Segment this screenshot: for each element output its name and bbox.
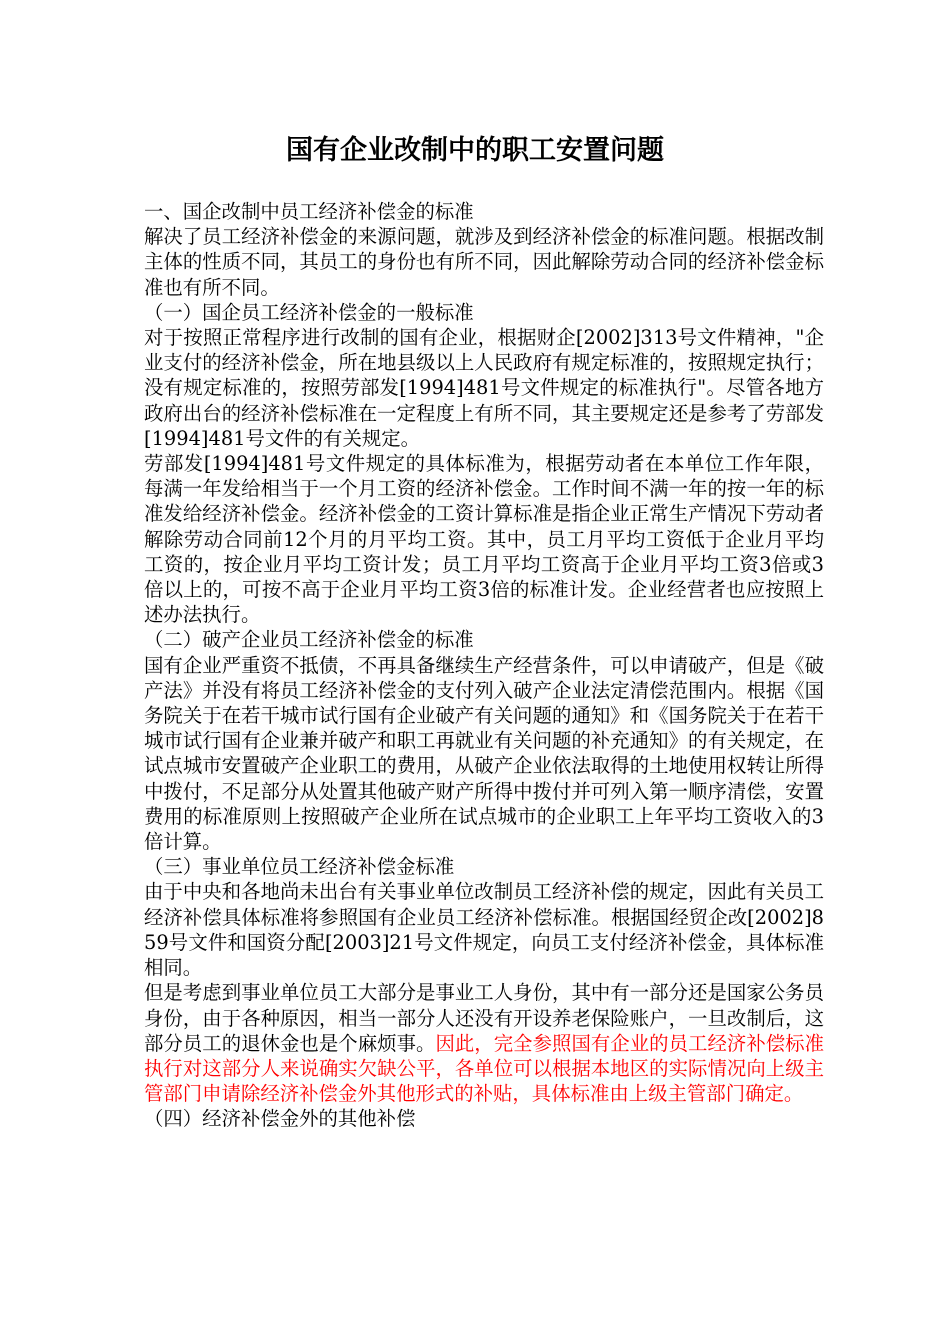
section-1-intro: 解决了员工经济补偿金的来源问题，就涉及到经济补偿金的标准问题。根据改制主体的性质不同，其员工的身份也有所不同，因此解除劳动合同的经济补偿金标准也有所不同。 xyxy=(144,225,824,299)
subsection-3-paragraph-2-text: 但是考虑到事业单位员工大部分是事业工人身份，其中有一部分还是国家公务员身份，由于各种原因，相当一部分人还没有开设养老保险账户，一旦改制后，这部分员工的退休金也是个麻烦事。 xyxy=(144,981,824,1055)
subsection-heading-2: （二）破产企业员工经济补偿金的标准 xyxy=(144,628,474,652)
subsection-heading-3: （三）事业单位员工经济补偿金标准 xyxy=(144,855,455,879)
document-title: 国有企业改制中的职工安置问题 xyxy=(286,135,664,166)
highlighted-text: 因此，完全参照国有企业的员工经济补偿标准执行对这部分人来说确实欠缺公平，各单位可以根据本地区的实际情况向上级主管部门申请除经济补偿金外其他形式的补贴，具体标准由上级主管部门确定。 xyxy=(144,1031,825,1106)
document-body xyxy=(144,199,824,1132)
subsection-2-paragraph-1: 国有企业严重资不抵债，不再具备继续生产经营条件，可以申请破产，但是《破产法》并没有将员工经济补偿金的支付列入破产企业法定清偿范围内。根据《国务院关于在若干城市试行国有企业破产有关问题的通知》和《国务院关于在若干城市试行国有企业兼并破产和职工再就业有关问题的补充通知》的有关规定，在试点城市安置破产企业职工的费用，从破产企业依法取得的土地使用权转让所得中拨付，不足部分从处置其他破产财产所得中拨付并可列入第一顺序清偿，安置费用的标准原则上按照破产企业所在试点城市的企业职工上年平均工资收入的3倍计算。 xyxy=(144,653,824,854)
subsection-heading-4: （四）经济补偿金外的其他补偿 xyxy=(144,1107,416,1131)
subsection-1-paragraph-1: 对于按照正常程序进行改制的国有企业，根据财企[2002]313号文件精神，"企业支付的经济补偿金，所在地县级以上人民政府有规定标准的，按照规定执行；没有规定标准的，按照劳部发[1994]481号文件规定的标准执行"。尽管各地方政府出台的经济补偿标准在一定程度上有所不同，其主要规定还是参考了劳部发[1994]481号文件的有关规定。 xyxy=(144,326,824,450)
subsection-3-paragraph-2 xyxy=(144,980,824,1106)
section-heading-1: 一、国企改制中员工经济补偿金的标准 xyxy=(144,200,474,223)
subsection-heading-1: （一）国企员工经济补偿金的一般标准 xyxy=(144,300,474,324)
subsection-1-paragraph-2: 劳部发[1994]481号文件规定的具体标准为，根据劳动者在本单位工作年限，每满一年发给相当于一个月工资的经济补偿金。工作时间不满一年的按一年的标准发给经济补偿金。经济补偿金的工资计算标准是指企业正常生产情况下劳动者解除劳动合同前12个月的月平均工资。其中，员工月平均工资低于企业月平均工资的，按企业月平均工资计发；员工月平均工资高于企业月平均工资3倍或3倍以上的，可按不高于企业月平均工资3倍的标准计发。企业经营者也应按照上述办法执行。 xyxy=(144,452,824,627)
subsection-3-paragraph-1: 由于中央和各地尚未出台有关事业单位改制员工经济补偿的规定，因此有关员工经济补偿具体标准将参照国有企业员工经济补偿标准。根据国经贸企改[2002]859号文件和国资分配[2003]21号文件规定，向员工支付经济补偿金，具体标准相同。 xyxy=(144,880,824,980)
